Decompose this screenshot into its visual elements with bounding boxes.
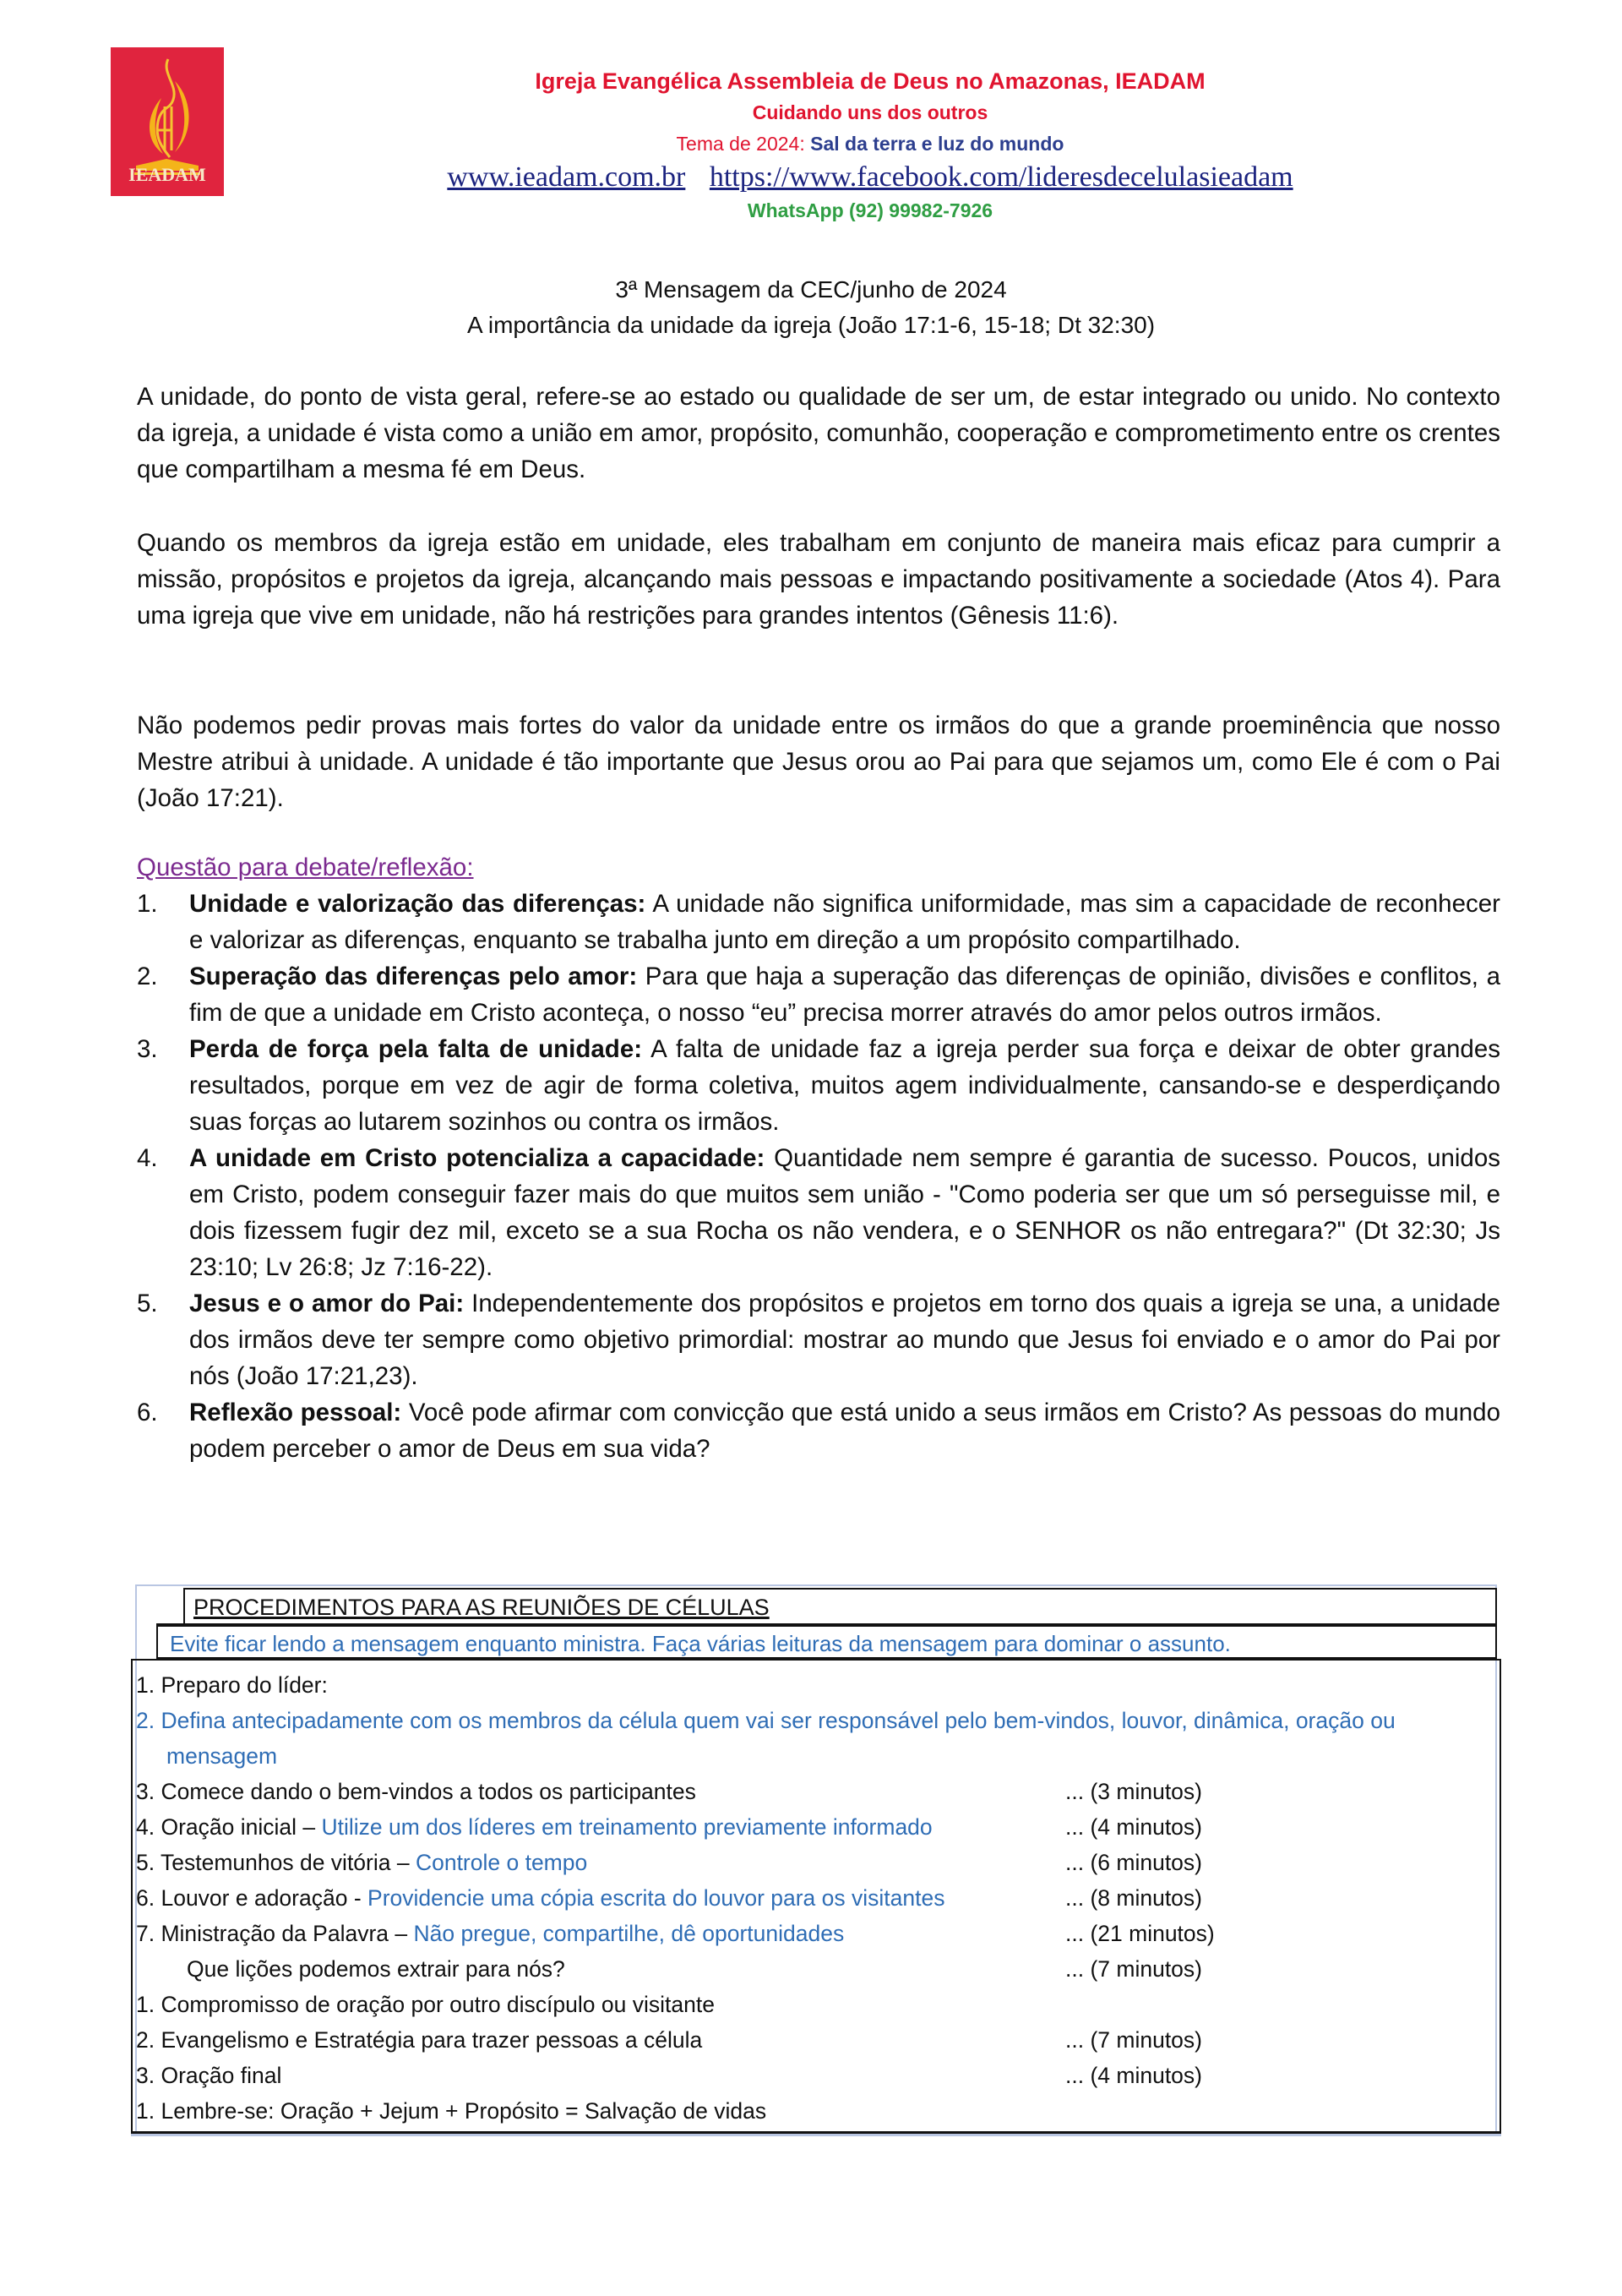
- procedure-label: 4. Oração inicial –: [136, 1814, 322, 1840]
- question-item: [137, 1031, 1500, 1140]
- question-number: 2.: [137, 963, 158, 990]
- question-title: Perda de força pela falta de unidade:: [189, 1035, 643, 1063]
- letterhead: [253, 66, 1487, 225]
- question-number: 6.: [137, 1399, 158, 1426]
- procedure-row: [136, 1951, 1488, 1987]
- question-text: Para que haja a superação das diferenças de opinião, divisões e conflitos, a fim de que a unidade em Cristo aconteça, o nosso “eu” precisa morrer através do amor pelos outros irmãos.: [189, 963, 1500, 1027]
- procedure-time: ... (7 minutos): [1065, 2027, 1202, 2053]
- procedure-time: ... (4 minutos): [1065, 2063, 1202, 2088]
- ieadam-logo: [111, 47, 224, 196]
- question-title: Jesus e o amor do Pai:: [189, 1290, 465, 1317]
- question-item: [137, 958, 1500, 1031]
- question-title: Superação das diferenças pelo amor:: [189, 963, 638, 990]
- paragraph-2: Quando os membros da igreja estão em unidade, eles trabalham em conjunto de maneira mais eficaz para cumprir a missão, propósitos e projetos da igreja, alcançando mais pessoas e impactando positivamente a sociedade (Atos 4). Para uma igreja que vive em unidade, não há restrições para grandes intentos (Gênesis 11:6).: [137, 529, 1500, 630]
- question-item: [137, 1394, 1500, 1467]
- question-number: 1.: [137, 890, 158, 918]
- procedures-box: [131, 1584, 1503, 2135]
- title-line-1: 3ª Mensagem da CEC/junho de 2024: [615, 276, 1007, 303]
- question-title: Reflexão pessoal:: [189, 1399, 402, 1426]
- procedure-note: Utilize um dos líderes em treinamento previamente informado: [321, 1814, 933, 1840]
- procedure-time: ... (4 minutos): [1065, 1814, 1202, 1840]
- procedure-row: [136, 1809, 1488, 1845]
- procedure-row: [136, 1916, 1488, 1951]
- procedure-label: 2. Evangelismo e Estratégia para trazer pessoas a célula: [136, 2027, 703, 2053]
- procedure-row: [136, 1774, 1488, 1809]
- procedures-list: [136, 1667, 1488, 2129]
- website-link[interactable]: www.ieadam.com.br: [447, 161, 686, 193]
- procedure-label: 2. Defina antecipadamente com os membros da célula quem vai ser responsável pelo bem-vindos, louvor, dinâmica, oração ou mensagem: [136, 1708, 1396, 1769]
- theme-line: [253, 128, 1487, 159]
- procedures-list-cell: [131, 1659, 1501, 2134]
- paragraph-3: Não podemos pedir provas mais fortes do valor da unidade entre os irmãos do que a grande proeminência que nosso Mestre atribui à unidade. A unidade é tão importante que Jesus orou ao Pai para que sejamos um, como Ele é com o Pai (João 17:21).: [137, 712, 1500, 812]
- procedures-heading-cell: [183, 1588, 1497, 1623]
- question-number: 3.: [137, 1035, 158, 1063]
- logo-text: IEADAM: [128, 164, 206, 185]
- question-item: [137, 886, 1500, 958]
- procedure-note: Providencie uma cópia escrita do louvor para os visitantes: [367, 1885, 945, 1911]
- question-item: [137, 1285, 1500, 1394]
- title-line-2: A importância da unidade da igreja (João 17:1-6, 15-18; Dt 32:30): [466, 312, 1156, 338]
- paragraph-1: A unidade, do ponto de vista geral, refere-se ao estado ou qualidade de ser um, de estar integrado ou unido. No contexto da igreja, a unidade é vista como a união em amor, propósito, comunhão, cooperação e comprometimento entre os crentes que compartilham a mesma fé em Deus.: [137, 383, 1500, 483]
- procedures-heading: PROCEDIMENTOS PARA AS REUNIÕES DE CÉLULAS: [193, 1595, 770, 1620]
- procedure-label: 3. Comece dando o bem-vindos a todos os participantes: [136, 1779, 696, 1804]
- whatsapp-contact: WhatsApp (92) 99982-7926: [747, 199, 993, 221]
- procedure-time: ... (3 minutos): [1065, 1779, 1202, 1804]
- procedure-label: 6. Louvor e adoração -: [136, 1885, 368, 1911]
- procedure-row: [136, 2093, 1488, 2129]
- procedures-warning: Evite ficar lendo a mensagem enquanto ministra. Faça várias leituras da mensagem para dominar o assunto.: [170, 1631, 1231, 1656]
- procedure-note: Controle o tempo: [415, 1850, 588, 1875]
- theme-value: Sal da terra e luz do mundo: [810, 133, 1064, 155]
- procedure-label: Que lições podemos extrair para nós?: [187, 1956, 565, 1982]
- motto: Cuidando uns dos outros: [752, 101, 988, 123]
- question-text: A unidade não significa uniformidade, mas sim a capacidade de reconhecer e valorizar as diferenças, enquanto se trabalha junto em direção a um propósito compartilhado.: [189, 890, 1500, 954]
- question-number: 4.: [137, 1144, 158, 1172]
- question-number: 5.: [137, 1290, 158, 1317]
- organization-name: Igreja Evangélica Assembleia de Deus no Amazonas, IEADAM: [535, 68, 1206, 94]
- procedure-row: [136, 1987, 1488, 2022]
- facebook-link[interactable]: https://www.facebook.com/lideresdecelulasieadam: [709, 161, 1293, 193]
- question-text: Independentemente dos propósitos e projetos em torno dos quais a igreja se una, a unidade dos irmãos deve ter sempre como objetivo primordial: mostrar ao mundo que Jesus foi enviado e o amor do Pai por nós (João 17:21,23).: [189, 1290, 1500, 1390]
- procedures-warning-cell: [156, 1623, 1497, 1661]
- procedure-note: Não pregue, compartilhe, dê oportunidades: [413, 1921, 845, 1946]
- procedure-time: ... (7 minutos): [1065, 1956, 1202, 1982]
- procedure-row: [136, 1845, 1488, 1880]
- question-title: Unidade e valorização das diferenças:: [189, 890, 646, 918]
- links-line: [253, 159, 1487, 196]
- procedure-label: 1. Preparo do líder:: [136, 1672, 328, 1698]
- question-item: [137, 1140, 1500, 1285]
- theme-label: Tema de 2024:: [676, 133, 805, 155]
- question-text: Você pode afirmar com convicção que está unido a seus irmãos em Cristo? As pessoas do mundo podem perceber o amor de Deus em sua vida?: [189, 1399, 1500, 1463]
- message-title: [0, 272, 1622, 343]
- question-text: Quantidade nem sempre é garantia de sucesso. Poucos, unidos em Cristo, podem conseguir fazer mais do que muitos sem união - "Como poderia ser que um só perseguisse mil, e dois fizessem fugir dez mil, exceto se a sua Rocha os não vendera, e o SENHOR os não entregara?" (Dt 32:30; Js 23:10; Lv 26:8; Jz 7:16-22).: [189, 1144, 1500, 1281]
- procedure-row: [136, 1667, 1488, 1703]
- question-title: A unidade em Cristo potencializa a capacidade:: [189, 1144, 765, 1172]
- questions-heading: Questão para debate/reflexão:: [137, 854, 474, 881]
- procedure-row: [136, 1703, 1488, 1774]
- procedure-row: [136, 2058, 1488, 2093]
- procedure-label: 3. Oração final: [136, 2063, 282, 2088]
- procedure-time: ... (8 minutos): [1065, 1885, 1202, 1911]
- procedure-label: 1. Compromisso de oração por outro discípulo ou visitante: [136, 1992, 715, 2017]
- procedure-label: 1. Lembre-se: Oração + Jejum + Propósito = Salvação de vidas: [136, 2098, 767, 2124]
- procedure-row: [136, 1880, 1488, 1916]
- procedure-time: ... (6 minutos): [1065, 1850, 1202, 1875]
- procedure-label: 5. Testemunhos de vitória –: [136, 1850, 416, 1875]
- procedure-row: [136, 2022, 1488, 2058]
- procedure-time: ... (21 minutos): [1065, 1921, 1215, 1946]
- questions-list: [137, 886, 1500, 1467]
- question-text: A falta de unidade faz a igreja perder sua força e deixar de obter grandes resultados, porque em vez de agir de forma coletiva, muitos agem individualmente, cansando-se e desperdiçando suas forças ao lutarem sozinhos ou contra os irmãos.: [189, 1035, 1500, 1136]
- procedure-label: 7. Ministração da Palavra –: [136, 1921, 414, 1946]
